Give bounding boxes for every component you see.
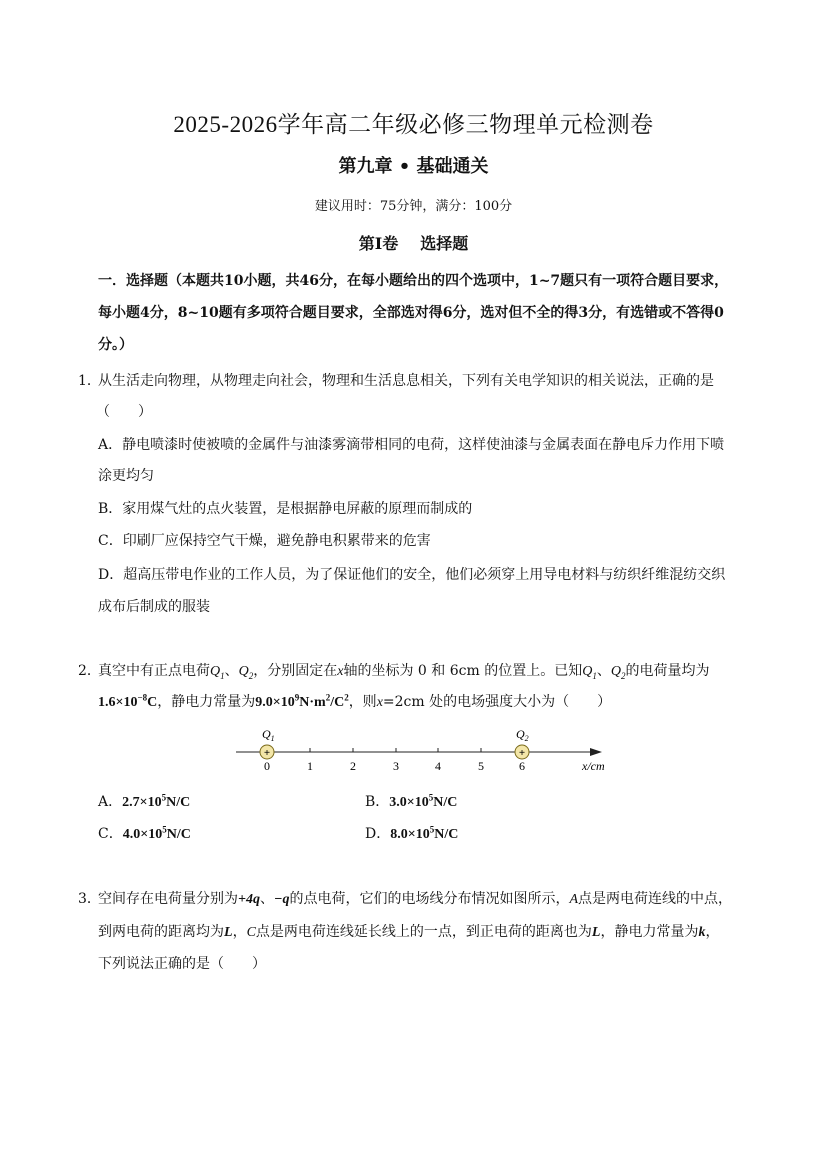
q3-stem-line-1: 空间存在电荷量分别为+4q、−q的点电荷，它们的电场线分布情况如图所示，A点是两电荷连线的中点， xyxy=(98,891,733,907)
tick-label-5: 5 xyxy=(478,759,484,773)
exam-title: 2025-2026学年高二年级必修三物理单元检测卷 xyxy=(173,112,654,137)
q1-stem: 从生活走向物理，从物理走向社会，物理和生活息息相关，下列有关电学知识的相关说法，正确的是 xyxy=(98,373,714,389)
q1-option-a-cont: 涂更均匀 xyxy=(98,468,154,484)
tick-label-3: 3 xyxy=(393,759,399,773)
exam-subtitle: 第九章 • 基础通关 xyxy=(338,156,489,177)
q2-number-line-figure xyxy=(230,722,620,777)
q2-stem-line-2: $1.6\times 10^{-8}C$，静电力常量为$9.0\times 10^9N\cdot m^2/C^2$，则x=2cm 处的电场强度大小为（ ） xyxy=(98,692,612,710)
q3-stem-line-3: 下列说法正确的是（ ） xyxy=(98,956,266,972)
q1-answer-bracket: （ ） xyxy=(96,404,152,420)
q1-option-d: D．超高压带电作业的工作人员，为了保证他们的安全，他们必须穿上用导电材料与纺织纤维混纺交织 xyxy=(98,567,726,583)
q2-option-a: A．$2.7\times 10^5N/C$ xyxy=(98,792,191,810)
charge-q1-sign: + xyxy=(263,747,271,759)
tick-label-0: 0 xyxy=(264,759,270,773)
instructions-line-1: 一．选择题（本题共10小题，共46分，在每小题给出的四个选项中，1~7题只有一项符合题目要求， xyxy=(98,273,729,289)
section-title xyxy=(0,231,827,254)
q2-number: 2． xyxy=(78,663,101,679)
tick-label-2: 2 xyxy=(350,759,356,773)
tick-label-6: 6 xyxy=(519,759,525,773)
q1-option-a: A．静电喷漆时使被喷的金属件与油漆雾滴带相同的电荷，这样使油漆与金属表面在静电斥力作用下喷 xyxy=(98,437,725,453)
tick-label-4: 4 xyxy=(435,759,441,773)
instructions-line-2: 每小题4分，8~10题有多项符合题目要求，全部选对得6分，选对但不全的得3分，有选错或不答得0 xyxy=(98,305,724,321)
section-type: 选择题 xyxy=(420,234,469,253)
x-axis-arrow-icon xyxy=(590,748,602,756)
q1-option-d-cont: 成布后制成的服装 xyxy=(98,599,210,615)
section-volume: 第I卷 xyxy=(358,234,399,253)
q3-stem-line-2: 到两电荷的距离均为L，C点是两电荷连线延长线上的一点，到正电荷的距离也为L，静电力常量为k， xyxy=(98,924,720,940)
label-q2: $Q_2$ xyxy=(516,727,529,743)
q3-number: 3． xyxy=(78,891,101,907)
instructions-line-3: 分。） xyxy=(98,337,133,353)
q2-stem-line-1: 真空中有正点电荷$Q_1$、$Q_2$，分别固定在x轴的坐标为 0 和 6cm 的位置上。已知$Q_1$、$Q_2$的电荷量均为 xyxy=(98,663,710,681)
label-q1: $Q_1$ xyxy=(262,727,275,743)
q1-option-b: B．家用煤气灶的点火装置，是根据静电屏蔽的原理而制成的 xyxy=(98,501,473,517)
q2-option-d: D．$8.0\times 10^5N/C$ xyxy=(365,824,459,842)
q2-option-b: B．$3.0\times 10^5N/C$ xyxy=(365,792,458,810)
q1-number: 1． xyxy=(78,373,101,389)
axis-label: x/cm xyxy=(582,759,605,773)
charge-q2-sign: + xyxy=(518,747,526,759)
q1-option-c: C．印刷厂应保持空气干燥，避免静电积累带来的危害 xyxy=(98,533,431,549)
q2-option-c: C．$4.0\times 10^5N/C$ xyxy=(98,824,191,842)
time-info: 建议用时：75分钟，满分：100分 xyxy=(314,199,513,214)
tick-label-1: 1 xyxy=(307,759,313,773)
